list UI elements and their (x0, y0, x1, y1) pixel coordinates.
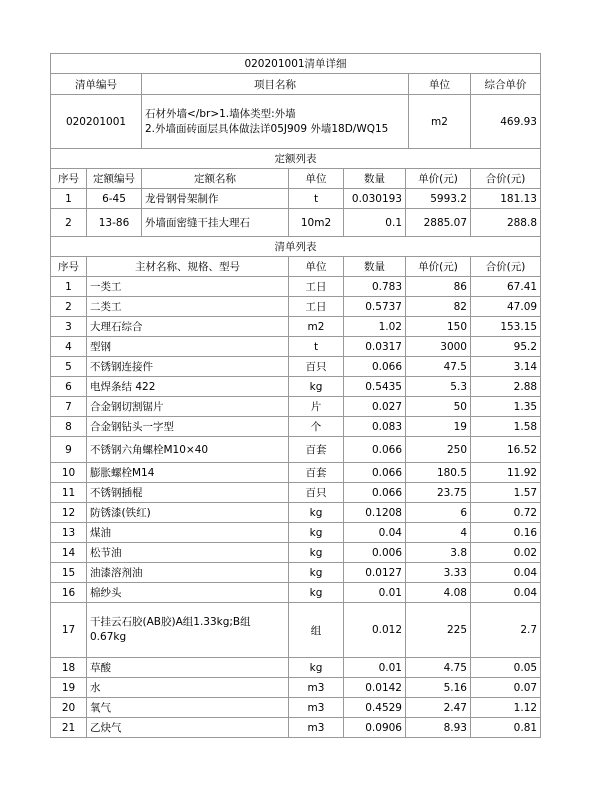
header-unit-price: 综合单价 (471, 74, 541, 95)
mat-cell-name: 棉纱头 (87, 583, 289, 603)
mat-cell-total: 0.72 (471, 503, 541, 523)
mat-cell-unit: kg (289, 503, 344, 523)
mat-cell-name: 合金钢钻头一字型 (87, 417, 289, 437)
mat-cell-price: 47.5 (406, 357, 471, 377)
mat-cell-qty: 0.5737 (344, 297, 406, 317)
mat-cell-index: 4 (51, 337, 87, 357)
material-row (51, 678, 541, 698)
material-row (51, 337, 541, 357)
quota-cell-index: 1 (51, 189, 87, 209)
mat-cell-name: 不锈钢六角螺栓M10×40 (87, 437, 289, 463)
mat-header-name: 主材名称、规格、型号 (87, 257, 289, 277)
bill-item-name (142, 95, 409, 149)
mat-cell-qty: 0.012 (344, 603, 406, 658)
mat-cell-total: 0.02 (471, 543, 541, 563)
mat-cell-name: 干挂云石胶(AB胶)A组1.33kg;B组0.67kg (87, 603, 289, 658)
bill-item-name-line1: 石材外墙</br>1.墙体类型:外墙 (145, 107, 296, 120)
mat-cell-qty: 1.02 (344, 317, 406, 337)
mat-cell-total: 0.04 (471, 563, 541, 583)
mat-cell-name: 草酸 (87, 658, 289, 678)
mat-cell-index: 6 (51, 377, 87, 397)
mat-cell-total: 2.7 (471, 603, 541, 658)
quota-section-title: 定额列表 (51, 149, 541, 169)
mat-cell-total: 1.57 (471, 483, 541, 503)
mat-cell-index: 9 (51, 437, 87, 463)
mat-cell-unit: 个 (289, 417, 344, 437)
mat-cell-qty: 0.1208 (344, 503, 406, 523)
mat-cell-unit: 片 (289, 397, 344, 417)
mat-cell-qty: 0.066 (344, 357, 406, 377)
mat-header-price: 单价(元) (406, 257, 471, 277)
quota-header-index: 序号 (51, 169, 87, 189)
mat-cell-total: 67.41 (471, 277, 541, 297)
mat-cell-price: 8.93 (406, 718, 471, 738)
material-row (51, 297, 541, 317)
header-item-name: 项目名称 (142, 74, 409, 95)
material-row (51, 317, 541, 337)
quota-cell-qty: 0.1 (344, 209, 406, 237)
mat-header-qty: 数量 (344, 257, 406, 277)
mat-cell-qty: 0.083 (344, 417, 406, 437)
quota-cell-name: 外墙面密缝干挂大理石 (142, 209, 289, 237)
quota-cell-price: 5993.2 (406, 189, 471, 209)
mat-cell-name: 油漆溶剂油 (87, 563, 289, 583)
mat-cell-price: 86 (406, 277, 471, 297)
material-row (51, 277, 541, 297)
material-row (51, 563, 541, 583)
mat-cell-index: 19 (51, 678, 87, 698)
quota-cell-index: 2 (51, 209, 87, 237)
mat-cell-index: 17 (51, 603, 87, 658)
mat-cell-name: 不锈钢连接件 (87, 357, 289, 377)
mat-cell-index: 21 (51, 718, 87, 738)
material-row (51, 397, 541, 417)
mat-cell-total: 11.92 (471, 463, 541, 483)
quota-cell-unit: t (289, 189, 344, 209)
material-row (51, 503, 541, 523)
materials-table (50, 236, 541, 738)
mat-cell-unit: 百套 (289, 437, 344, 463)
mat-cell-price: 50 (406, 397, 471, 417)
mat-cell-qty: 0.01 (344, 583, 406, 603)
mat-cell-name: 合金钢切割锯片 (87, 397, 289, 417)
header-unit: 单位 (409, 74, 471, 95)
mat-cell-index: 8 (51, 417, 87, 437)
mat-cell-qty: 0.04 (344, 523, 406, 543)
mat-cell-total: 95.2 (471, 337, 541, 357)
mat-header-unit: 单位 (289, 257, 344, 277)
mat-cell-index: 14 (51, 543, 87, 563)
mat-cell-price: 5.16 (406, 678, 471, 698)
mat-cell-unit: kg (289, 543, 344, 563)
header-bill-code: 清单编号 (51, 74, 142, 95)
bill-item-name-line2: 2.外墙面砖面层具体做法详05J909 外墙18D/WQ15 (145, 122, 389, 135)
mat-cell-price: 250 (406, 437, 471, 463)
material-row (51, 437, 541, 463)
quota-cell-unit: 10m2 (289, 209, 344, 237)
mat-cell-qty: 0.066 (344, 483, 406, 503)
mat-cell-unit: kg (289, 563, 344, 583)
mat-cell-unit: kg (289, 583, 344, 603)
mat-cell-name: 膨胀螺栓M14 (87, 463, 289, 483)
mat-cell-price: 225 (406, 603, 471, 658)
quota-table (50, 148, 541, 237)
mat-cell-index: 13 (51, 523, 87, 543)
mat-cell-total: 0.16 (471, 523, 541, 543)
material-row (51, 658, 541, 678)
mat-cell-unit: 百只 (289, 357, 344, 377)
mat-cell-price: 4.08 (406, 583, 471, 603)
mat-cell-total: 1.35 (471, 397, 541, 417)
mat-cell-total: 1.12 (471, 698, 541, 718)
mat-cell-index: 11 (51, 483, 87, 503)
mat-cell-price: 3.33 (406, 563, 471, 583)
mat-cell-index: 16 (51, 583, 87, 603)
mat-cell-total: 0.04 (471, 583, 541, 603)
mat-cell-unit: 百套 (289, 463, 344, 483)
mat-cell-unit: kg (289, 377, 344, 397)
mat-cell-name: 煤油 (87, 523, 289, 543)
quota-header-price: 单价(元) (406, 169, 471, 189)
mat-cell-price: 3.8 (406, 543, 471, 563)
mat-cell-index: 1 (51, 277, 87, 297)
mat-cell-index: 10 (51, 463, 87, 483)
quota-cell-qty: 0.030193 (344, 189, 406, 209)
quota-cell-price: 2885.07 (406, 209, 471, 237)
mat-cell-index: 20 (51, 698, 87, 718)
mat-cell-unit: 百只 (289, 483, 344, 503)
mat-cell-name: 型钢 (87, 337, 289, 357)
material-row (51, 718, 541, 738)
material-row (51, 357, 541, 377)
mat-header-index: 序号 (51, 257, 87, 277)
mat-cell-unit: kg (289, 658, 344, 678)
mat-cell-index: 3 (51, 317, 87, 337)
quota-header-unit: 单位 (289, 169, 344, 189)
mat-cell-name: 防锈漆(铁红) (87, 503, 289, 523)
mat-cell-total: 153.15 (471, 317, 541, 337)
material-row (51, 417, 541, 437)
mat-cell-price: 23.75 (406, 483, 471, 503)
mat-cell-unit: t (289, 337, 344, 357)
quota-header-code: 定额编号 (87, 169, 142, 189)
material-row (51, 543, 541, 563)
mat-cell-index: 7 (51, 397, 87, 417)
quota-header-name: 定额名称 (142, 169, 289, 189)
mat-cell-unit: 工日 (289, 277, 344, 297)
mat-cell-index: 5 (51, 357, 87, 377)
mat-cell-qty: 0.4529 (344, 698, 406, 718)
mat-cell-qty: 0.066 (344, 437, 406, 463)
mat-cell-name: 二类工 (87, 297, 289, 317)
material-row (51, 523, 541, 543)
quota-header-qty: 数量 (344, 169, 406, 189)
mat-cell-name: 乙炔气 (87, 718, 289, 738)
mat-cell-price: 4 (406, 523, 471, 543)
mat-cell-qty: 0.783 (344, 277, 406, 297)
bill-table (50, 53, 541, 149)
mat-cell-qty: 0.01 (344, 658, 406, 678)
mat-cell-price: 4.75 (406, 658, 471, 678)
quota-cell-code: 6-45 (87, 189, 142, 209)
mat-cell-qty: 0.0127 (344, 563, 406, 583)
bill-code: 020201001 (51, 95, 142, 149)
mat-cell-index: 2 (51, 297, 87, 317)
materials-section-title: 清单列表 (51, 237, 541, 257)
mat-cell-price: 6 (406, 503, 471, 523)
mat-cell-price: 5.3 (406, 377, 471, 397)
material-row (51, 377, 541, 397)
mat-cell-qty: 0.5435 (344, 377, 406, 397)
mat-cell-total: 3.14 (471, 357, 541, 377)
mat-cell-price: 180.5 (406, 463, 471, 483)
mat-header-total: 合价(元) (471, 257, 541, 277)
mat-cell-name: 电焊条结 422 (87, 377, 289, 397)
bill-price: 469.93 (471, 95, 541, 149)
mat-cell-total: 0.81 (471, 718, 541, 738)
mat-cell-name: 一类工 (87, 277, 289, 297)
mat-cell-name: 大理石综合 (87, 317, 289, 337)
mat-cell-qty: 0.066 (344, 463, 406, 483)
mat-cell-price: 19 (406, 417, 471, 437)
mat-cell-total: 47.09 (471, 297, 541, 317)
mat-cell-name: 不锈钢插棍 (87, 483, 289, 503)
quota-cell-name: 龙骨钢骨架制作 (142, 189, 289, 209)
mat-cell-price: 3000 (406, 337, 471, 357)
mat-cell-unit: m2 (289, 317, 344, 337)
mat-cell-index: 12 (51, 503, 87, 523)
material-row (51, 463, 541, 483)
mat-cell-total: 1.58 (471, 417, 541, 437)
quota-cell-code: 13-86 (87, 209, 142, 237)
mat-cell-index: 18 (51, 658, 87, 678)
mat-cell-unit: m3 (289, 678, 344, 698)
mat-cell-price: 82 (406, 297, 471, 317)
mat-cell-qty: 0.0906 (344, 718, 406, 738)
page-title: 020201001清单详细 (51, 54, 541, 74)
mat-cell-name: 松节油 (87, 543, 289, 563)
mat-cell-qty: 0.0142 (344, 678, 406, 698)
quota-header-total: 合价(元) (471, 169, 541, 189)
bill-unit: m2 (409, 95, 471, 149)
mat-cell-total: 0.05 (471, 658, 541, 678)
material-row (51, 698, 541, 718)
mat-cell-unit: m3 (289, 718, 344, 738)
mat-cell-name: 氧气 (87, 698, 289, 718)
mat-cell-total: 2.88 (471, 377, 541, 397)
mat-cell-total: 16.52 (471, 437, 541, 463)
mat-cell-price: 2.47 (406, 698, 471, 718)
material-row (51, 583, 541, 603)
quota-row (51, 189, 541, 209)
material-row (51, 603, 541, 658)
mat-cell-qty: 0.0317 (344, 337, 406, 357)
quota-row (51, 209, 541, 237)
mat-cell-unit: kg (289, 523, 344, 543)
mat-cell-index: 15 (51, 563, 87, 583)
mat-cell-qty: 0.006 (344, 543, 406, 563)
quota-cell-total: 288.8 (471, 209, 541, 237)
mat-cell-name: 水 (87, 678, 289, 698)
quota-cell-total: 181.13 (471, 189, 541, 209)
mat-cell-unit: 组 (289, 603, 344, 658)
material-row (51, 483, 541, 503)
mat-cell-price: 150 (406, 317, 471, 337)
mat-cell-total: 0.07 (471, 678, 541, 698)
mat-cell-unit: m3 (289, 698, 344, 718)
mat-cell-qty: 0.027 (344, 397, 406, 417)
mat-cell-unit: 工日 (289, 297, 344, 317)
